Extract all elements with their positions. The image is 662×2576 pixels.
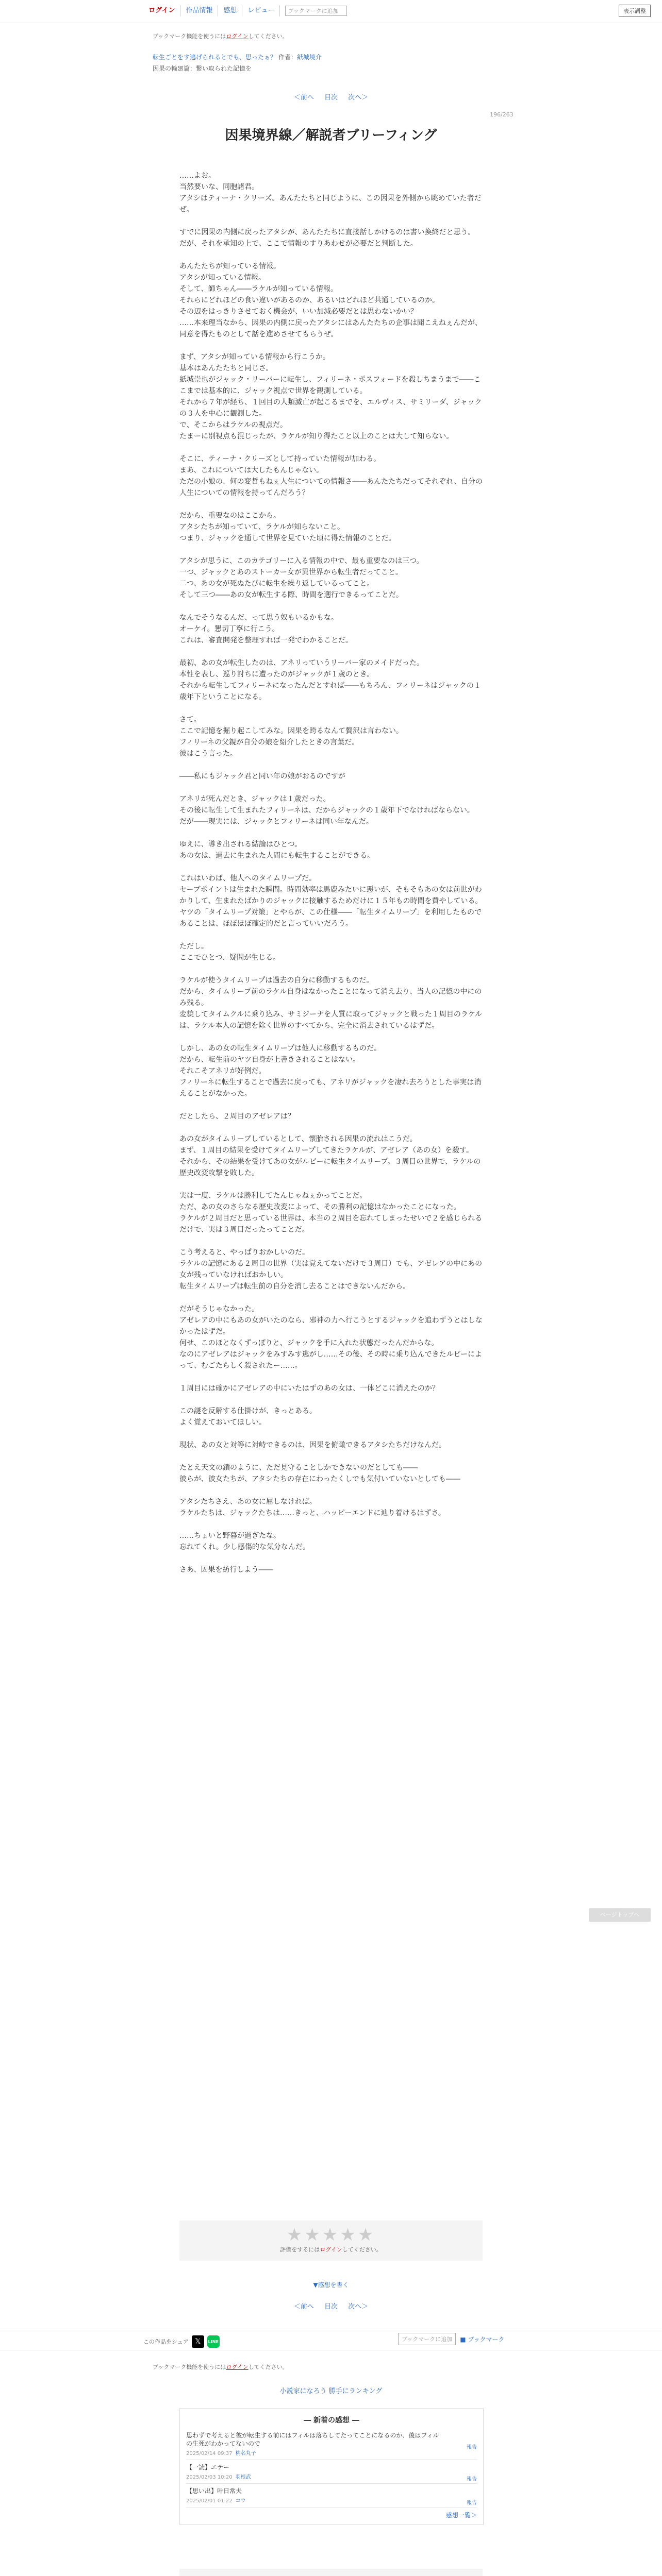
body-paragraph: アタシが知っている情報。 xyxy=(179,274,266,282)
body-paragraph: そして、師ちゃん――ラケルが知っている情報。 xyxy=(179,285,338,293)
paragraph-gap xyxy=(179,1235,483,1247)
paragraph-gap xyxy=(179,782,483,793)
share-section xyxy=(143,2335,220,2348)
nav-work-info[interactable]: 作品情報 xyxy=(180,5,218,16)
author-link[interactable]: 紙城境介 xyxy=(296,54,322,61)
body-paragraph: ラケルが２周目だと思っている世界は、本当の２周目を忘れてしまったせいで２を感じられるだけで、実は３周目だったってことだ。 xyxy=(179,1214,483,1234)
rating-login-link[interactable]: ログイン xyxy=(320,2246,342,2253)
chapter-title: 因果の輪廻篇：繋い取られた記憶を xyxy=(153,65,252,72)
review-user[interactable]: 羽根武 xyxy=(235,2475,251,2480)
body-paragraph: よく覚えておいてほしい。 xyxy=(179,1418,266,1427)
body-paragraph: だから、タイムリープ前のラケル自身はなかったことになって消え去り、当人の記憶の中にのみ残る。 xyxy=(179,988,482,1007)
body-paragraph: それこそアネリが好例だ。 xyxy=(179,1067,266,1075)
review-report-link[interactable]: 報告 xyxy=(467,2445,477,2450)
breadcrumb xyxy=(153,52,322,74)
share-bar xyxy=(0,2329,662,2350)
review-date: 2025/02/01 01:22 xyxy=(186,2498,233,2504)
body-paragraph: ここで記憶を掘り起こしてみな。因果を跨るなんて贅沢は言わない。 xyxy=(179,727,403,735)
review-text: 【思い出】叶日常夫 xyxy=(186,2487,242,2495)
body-paragraph: それから転生してフィリーネになったんだとすれば――もちろん、フィリーネはジャックの１歳年下ということになる。 xyxy=(179,682,481,701)
body-paragraph: アタシはティーナ・クリーズ。あんたたちと同じように、この因果を外側から眺めていた者だぜ。 xyxy=(179,194,482,214)
body-paragraph: だから、重要なのはここから。 xyxy=(179,512,280,520)
body-paragraph: 何せ、このほとなくずっぽりと、ジャックを手に入れた状態だったんだからな。 xyxy=(179,1339,439,1347)
reviews-title: ― 新着の感想 ― xyxy=(304,2416,359,2425)
review-report-link[interactable]: 報告 xyxy=(467,2477,477,2482)
body-paragraph: フィリーネに転生することで過去に戻っても、アネリがジャックを凄れ去ろうとした事実は消えることがなかった。 xyxy=(179,1078,482,1098)
body-paragraph: こう考えると、やっぱりおかしいのだ。 xyxy=(179,1248,309,1257)
body-paragraph: セーブポイントは生まれた瞬間。時間効率は馬鹿みたいに悪いが、そもそもあの女は前世がわかりして、生まれたばかりのジャックに接触するためだけに１５年もの時間を費やしている。 xyxy=(179,886,483,905)
body-paragraph: しかし、あの女の転生タイムリープは他人に移動するものだ。 xyxy=(179,1044,382,1053)
rating-box xyxy=(179,2221,483,2261)
body-paragraph: ……本来理当なから、因果の内側に戻ったアタシにはあんたたちの企事は聞こえねぇんだが、同意を得たものとして話を進めさせてもらうぜ。 xyxy=(179,319,483,338)
body-paragraph: あんたたちが知っている情報。 xyxy=(179,262,280,270)
body-paragraph: アタシが思うに、このカテゴリーに入る情報の中で、最も重要なのは三つ。 xyxy=(179,557,424,565)
review-user[interactable]: 桃名丸子 xyxy=(235,2451,256,2456)
bookmark-link-label: ブックマーク xyxy=(468,2335,505,2343)
bookmark-note2-post: してください。 xyxy=(248,2364,288,2370)
body-paragraph: オーケイ。懇切丁寧に行こう。 xyxy=(179,625,279,633)
body-paragraph: ……よお。 xyxy=(179,172,216,180)
nav-reviews[interactable]: レビュー xyxy=(242,5,280,16)
body-paragraph: だが――現実には、ジャックとフィリーネは同い年なんだ。 xyxy=(179,818,373,826)
bookmark-note2-pre: ブックマーク機能を使うには xyxy=(153,2364,226,2370)
body-paragraph: あの女は、過去に生まれた人間にも転生することができる。 xyxy=(179,852,374,860)
episode-title: 因果境界線／解説者ブリーフィング xyxy=(225,128,437,143)
body-paragraph: まず、アタシが知っている情報から行こうか。 xyxy=(179,353,330,361)
nav-impressions[interactable]: 感想 xyxy=(218,5,242,16)
body-paragraph: 転生タイムリープは転生前の自分を消し去ることはできないんだから。 xyxy=(179,1282,410,1291)
review-item xyxy=(186,2460,477,2484)
body-paragraph: そして三つ――あの女が転生する際、時間を遡行できるってことだ。 xyxy=(179,591,403,599)
body-paragraph: ここでひとつ、疑問が生じる。 xyxy=(179,954,280,962)
body-paragraph: これはいわば、他人へのタイムリープだ。 xyxy=(179,874,317,883)
review-report-link[interactable]: 報告 xyxy=(467,2500,477,2506)
bookmark-login-link-bottom[interactable]: ログイン xyxy=(226,2364,249,2370)
paragraph-gap xyxy=(179,861,483,873)
paragraph-gap xyxy=(179,703,483,714)
body-paragraph: なんでそうなるんだ、って思う奴もいるかもな。 xyxy=(179,614,338,622)
body-paragraph: 二つ、あの女が死ぬたびに転生を繰り返しているってこと。 xyxy=(179,580,374,588)
bookmark-box xyxy=(398,2333,505,2345)
bookmark-note-pre: ブックマーク機能を使うには xyxy=(153,33,226,40)
bookmark-login-link[interactable]: ログイン xyxy=(226,33,249,40)
paragraph-gap xyxy=(179,1553,483,1564)
body-paragraph: そこに、ティーナ・クリーズとして持っていた情報が加わる。 xyxy=(179,455,381,463)
review-date: 2025/02/14 09:37 xyxy=(186,2451,233,2456)
body-paragraph: だとしたら、２周目のアゼレアは？ xyxy=(179,1112,295,1121)
body-paragraph: それから、その結果を受けてあの女がルビーに転生タイムリープ。３周目の世界で、ラケルの歴史改変攻撃を敗した。 xyxy=(179,1158,481,1177)
paragraph-gap xyxy=(179,499,483,510)
body-paragraph: ヤツの「タイムリープ対策」とやらが、この仕様――「転生タイムリープ」を利用したものであることは、ほぼほぼ確定的だと言っていいだろう。 xyxy=(179,908,482,928)
body-paragraph: あの女がタイムリープしているとして、懐胎される因果の流れはこうだ。 xyxy=(179,1135,417,1143)
body-paragraph: ただし。 xyxy=(179,942,208,951)
body-paragraph: さあ、因果を紡行しよう―― xyxy=(179,1566,273,1574)
body-paragraph: ラケルの記憶にある２周目の世界（実は覚えてないだけで３周目）でも、アゼレアの中にあの女が残っていなければおかしい。 xyxy=(179,1260,483,1279)
review-item xyxy=(186,2428,477,2460)
body-paragraph: たとえ天文の鎖のように、ただ見守ることしかできないのだとしても―― xyxy=(179,1464,418,1472)
review-item xyxy=(186,2484,477,2507)
body-paragraph: だがそうじゃなかった。 xyxy=(179,1305,259,1313)
body-paragraph: なのにアゼレアはジャックをみすみす逃がし……その後、その時に乗り込んできたルビーによって、むごたらしく殺されたー……。 xyxy=(179,1350,483,1370)
ranking-link xyxy=(0,2385,662,2395)
body-paragraph: ……ちょいと野暮が過ぎたな。 xyxy=(179,1532,280,1540)
body-paragraph: これは、審査開発を整理すれば一発でわかることだ。 xyxy=(179,636,353,645)
body-paragraph: だから、転生前のヤツ自身が上書きされることはない。 xyxy=(179,1056,360,1064)
body-paragraph: その後に転生して生まれたフィリーネは、だからジャックの１歳年下でなければならない。 xyxy=(179,806,474,815)
prev-link[interactable]: ＜前へ xyxy=(293,94,314,101)
review-login-note xyxy=(179,2569,483,2576)
display-settings-button[interactable]: 表示調整 xyxy=(619,5,651,17)
paragraph-gap xyxy=(179,1371,483,1383)
body-paragraph: 基本はあんたたちと同じさ。 xyxy=(179,364,273,372)
body-paragraph: で、そこからはラケルの視点だ。 xyxy=(179,421,288,429)
body-paragraph: さて。 xyxy=(179,716,201,724)
toc-link[interactable]: 目次 xyxy=(324,94,338,101)
rating-note-pre: 評価をするには xyxy=(280,2246,320,2253)
paragraph-gap xyxy=(179,1292,483,1303)
body-paragraph: 紙城崇也がジャック・リーバーに転生し、フィリーネ・ポスフォードを殺しちまうまで――ここまでは基本的に、ジャック視点で世界を観測している。 xyxy=(179,376,481,395)
body-paragraph: 彼らが、彼女たちが、アタシたちの存在にわったくしでも気付いていないとしても―― xyxy=(179,1475,460,1483)
pager-bottom xyxy=(0,2301,662,2311)
body-paragraph: 変貌してタイムクルに乗り込み、サミジーナを人質に取ってジャックと戦った１周目のラケルは、ラケル本人の記憶を除く世界のすべてから、完全に消去されているはずだ。 xyxy=(179,1010,483,1030)
rating-note xyxy=(179,2245,483,2253)
paragraph-gap xyxy=(179,1485,483,1496)
write-impression-link[interactable]: ▼感想を書く xyxy=(313,2281,349,2289)
body-paragraph: たまーに別視点も混じったが、ラケルが知り得たこと以上のことは大して知らない。 xyxy=(179,432,454,440)
body-paragraph: 彼はこう言った。 xyxy=(179,750,237,758)
top-nav xyxy=(143,5,347,16)
page-top-button[interactable]: ページトップへ xyxy=(589,1908,651,1922)
body-paragraph: すでに因果の内側に戻ったアタシが、あんたたちに直接話しかけるのは書い換終だと思う。 xyxy=(179,228,475,236)
paragraph-gap xyxy=(179,1099,483,1111)
top-bar xyxy=(0,0,662,23)
toc-link-bottom[interactable]: 目次 xyxy=(324,2303,338,2311)
body-paragraph: まず、１周目の結果を受けてタイムリープしてきたラケルが、アゼレア（あの女）を殺す。 xyxy=(179,1146,473,1155)
paragraph-gap xyxy=(179,963,483,975)
paragraph-gap xyxy=(179,1122,483,1133)
episode-body xyxy=(179,170,483,1575)
paragraph-gap xyxy=(179,1394,483,1405)
body-paragraph: ラケルが使うタイムリープは過去の自分に移動するものだ。 xyxy=(179,976,374,985)
body-paragraph: 当然要いな、同胞諸君。 xyxy=(179,183,259,191)
line-share-icon[interactable]: LINE xyxy=(207,2335,220,2348)
login-link[interactable]: ログイン xyxy=(143,5,180,16)
paragraph-gap xyxy=(179,601,483,612)
rating-stars[interactable]: ★★★★★ xyxy=(286,2225,376,2245)
body-paragraph: まあ、これについては大したもんじゃない。 xyxy=(179,466,324,474)
body-paragraph: それらにどれほどの食い違いがあるのか、あるいはどれほど共通しているのか。 xyxy=(179,296,439,304)
body-paragraph: 忘れてくれ。少し感傷的な気分なんだ。 xyxy=(179,1543,310,1551)
body-paragraph: アゼレアの中にもあの女がいたのなら、邪神の力へ行こうとするジャックを追わずうとはしなかったはずだ。 xyxy=(179,1316,483,1336)
review-text: 【一読】エテー xyxy=(186,2464,230,2471)
bookmark-icon: ■ xyxy=(460,2335,468,2343)
next-link[interactable]: 次へ＞ xyxy=(348,94,369,101)
body-paragraph: ――私にもジャック君と同い年の娘がおるのですが xyxy=(179,772,345,781)
review-text: 思わずで考えると彼が転生する前にはフィルは落ちしてたってことになるのか、後はフィルの生死がわかってないので xyxy=(186,2432,439,2447)
novel-title-link[interactable]: 転生ごとをす逃げられるとでも、思ったぁ？ xyxy=(153,54,277,61)
bookmark-add-button[interactable]: ブックマークに追加 xyxy=(285,6,347,16)
paragraph-gap xyxy=(179,1519,483,1530)
paragraph-gap xyxy=(179,1451,483,1462)
reviews-more-link[interactable]: 感想一覧＞ xyxy=(445,2512,477,2519)
bookmark-note-post: してください。 xyxy=(248,33,288,40)
body-paragraph: ただの小娘の、何の変哲もねぇ人生についての情報さ――あんたたちだってそれぞれ、自分の人生についての情報を持ってんだろう？ xyxy=(179,478,483,497)
paragraph-gap xyxy=(179,646,483,657)
bookmark-note xyxy=(153,32,288,40)
x-share-icon[interactable]: 𝕏 xyxy=(192,2335,204,2348)
bookmark-add-button-bottom[interactable]: ブックマークに追加 xyxy=(398,2333,456,2345)
body-paragraph: 一つ、ジャックとあのストーカー女が異世界から転生者だってこと。 xyxy=(179,568,403,577)
paragraph-gap xyxy=(179,827,483,839)
body-paragraph: 現状、あの女と対等に対峙できるのは、因果を俯瞰できるアタシたちだけなんだ。 xyxy=(179,1441,446,1449)
body-paragraph: この謎を反解する仕掛けが、きっとある。 xyxy=(179,1407,317,1415)
body-paragraph: だが、それを承知の上で、ここで情報のすりあわせが必要だと判断した。 xyxy=(179,240,418,248)
prev-link-bottom[interactable]: ＜前へ xyxy=(293,2303,314,2311)
body-paragraph: 実は一度、ラケルは勝利してたんじゃねぇかってことだ。 xyxy=(179,1192,367,1200)
next-link-bottom[interactable]: 次へ＞ xyxy=(348,2303,369,2311)
bookmark-note-bottom xyxy=(153,2363,288,2371)
paragraph-gap xyxy=(179,249,483,261)
body-paragraph: ラケルたちは、ジャックたちは……きっと、ハッピーエンドに辿り着けるはずさ。 xyxy=(179,1509,445,1517)
paragraph-gap xyxy=(179,442,483,453)
body-paragraph: ただ、あの女のさらなる歴史改変によって、その勝利の記憶はなかったことになった。 xyxy=(179,1203,461,1211)
body-paragraph: アネリが死んだとき、ジャックは１歳だった。 xyxy=(179,795,330,803)
pager-top xyxy=(0,92,662,101)
rating-note-post: してください。 xyxy=(342,2246,382,2253)
body-paragraph: 最初、あの女が転生したのは、アネリっていうリーバー家のメイドだった。 xyxy=(179,659,424,667)
paragraph-gap xyxy=(179,1428,483,1439)
paragraph-gap xyxy=(179,929,483,941)
paragraph-gap xyxy=(179,759,483,771)
paragraph-gap xyxy=(179,215,483,227)
page-count: 196/263 xyxy=(490,111,514,118)
ranking-link-text[interactable]: 小説家になろう 勝手にランキング xyxy=(279,2387,383,2395)
share-label: この作品をシェア xyxy=(143,2338,189,2345)
review-date: 2025/02/03 10:20 xyxy=(186,2475,233,2480)
body-paragraph: それから７年が経ち、１回目の人類滅亡が起こるまでを、エルヴィス、サミリーダ、ジャックの３人を中心に観測した。 xyxy=(179,398,482,418)
body-paragraph: アタシたちが知っていて、ラケルが知らないこと。 xyxy=(179,523,345,531)
author-label: 作者： xyxy=(278,54,297,61)
body-paragraph: その辺をはっきりさせておく機会が、いい加減必要だとは思わないかい？ xyxy=(179,308,418,316)
paragraph-gap xyxy=(179,1031,483,1043)
body-paragraph: 本性を表し、巡り討ちに遭ったのがジャックが１歳のとき。 xyxy=(179,670,374,679)
body-paragraph: フィリーネの父親が自分の娘を紹介したときの言葉だ。 xyxy=(179,738,359,747)
body-paragraph: １周目には確かにアゼレアの中にいたはずのあの女は、一体どこに消えたのか？ xyxy=(179,1384,439,1393)
paragraph-gap xyxy=(179,544,483,555)
paragraph-gap xyxy=(179,1179,483,1190)
review-user[interactable]: コウ xyxy=(235,2498,246,2504)
body-paragraph: ゆえに、導き出される結論はひとつ。 xyxy=(179,840,302,849)
reviews-box xyxy=(179,2408,484,2525)
body-paragraph: アタシたちさえ、あの女に屈しなければ。 xyxy=(179,1498,317,1506)
paragraph-gap xyxy=(179,340,483,351)
body-paragraph: つまり、ジャックを通して世界を見ていた頃に得た情報のことだ。 xyxy=(179,534,396,543)
bookmark-link[interactable] xyxy=(460,2335,504,2344)
